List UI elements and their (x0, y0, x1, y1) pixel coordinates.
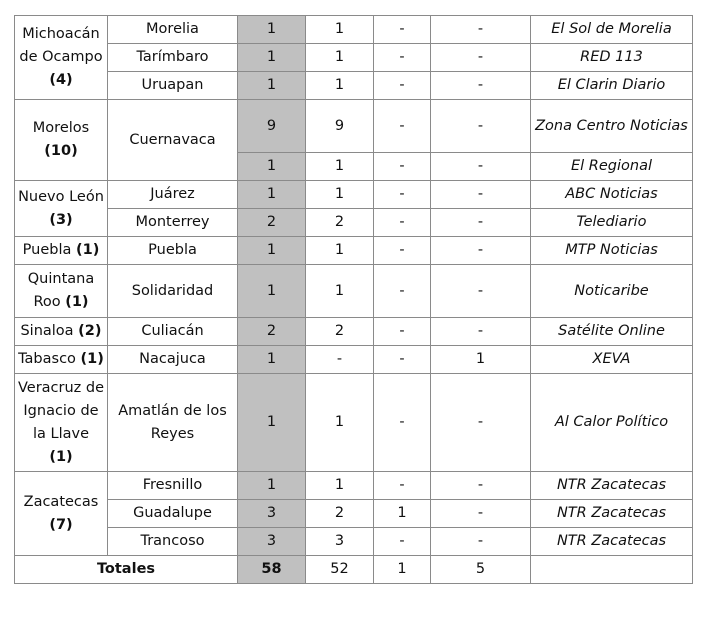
cases-table (14, 15, 693, 584)
total-cell: 1 (238, 181, 306, 209)
value-cell: - (431, 209, 531, 237)
value-cell: - (431, 265, 531, 318)
value-cell: - (374, 44, 431, 72)
source-cell: Al Calor Político (531, 374, 693, 472)
value-cell: 1 (306, 153, 374, 181)
state-cell: Nuevo León (3) (15, 181, 108, 237)
value-cell: - (374, 374, 431, 472)
city-cell: Guadalupe (108, 500, 238, 528)
totals-label: Totales (15, 556, 238, 584)
totals-row (15, 556, 693, 584)
total-cell: 1 (238, 374, 306, 472)
value-cell: - (431, 374, 531, 472)
table-row (15, 346, 693, 374)
table-row (15, 209, 693, 237)
state-cell: Veracruz de Ignacio de la Llave (1) (15, 374, 108, 472)
value-cell: - (431, 237, 531, 265)
table-row (15, 44, 693, 72)
source-cell: Telediario (531, 209, 693, 237)
total-cell: 2 (238, 209, 306, 237)
value-cell: 1 (431, 346, 531, 374)
total-cell: 1 (238, 346, 306, 374)
value-cell: - (374, 472, 431, 500)
value-cell: 2 (306, 318, 374, 346)
source-cell: Noticaribe (531, 265, 693, 318)
value-cell: - (431, 153, 531, 181)
source-cell: El Clarin Diario (531, 72, 693, 100)
value-cell: - (374, 72, 431, 100)
value-cell: - (374, 346, 431, 374)
source-cell (531, 556, 693, 584)
value-cell: 9 (306, 100, 374, 153)
total-sum-cell: 58 (238, 556, 306, 584)
city-cell: Nacajuca (108, 346, 238, 374)
table-row (15, 374, 693, 472)
value-cell: - (374, 318, 431, 346)
value-cell: 1 (374, 556, 431, 584)
value-cell: - (374, 528, 431, 556)
table-row (15, 265, 693, 318)
value-cell: - (374, 100, 431, 153)
total-cell: 1 (238, 237, 306, 265)
total-cell: 3 (238, 500, 306, 528)
value-cell: 1 (374, 500, 431, 528)
source-cell: Zona Centro Noticias (531, 100, 693, 153)
total-cell: 1 (238, 265, 306, 318)
value-cell: - (374, 181, 431, 209)
value-cell: - (431, 16, 531, 44)
value-cell: 1 (306, 72, 374, 100)
table-row (15, 528, 693, 556)
source-cell: ABC Noticias (531, 181, 693, 209)
value-cell: - (431, 528, 531, 556)
table-row (15, 100, 693, 153)
total-cell: 1 (238, 72, 306, 100)
state-cell: Puebla (1) (15, 237, 108, 265)
city-cell: Amatlán de los Reyes (108, 374, 238, 472)
table-row (15, 500, 693, 528)
table-row (15, 181, 693, 209)
value-cell: - (374, 209, 431, 237)
total-cell: 2 (238, 318, 306, 346)
table-row (15, 72, 693, 100)
total-cell: 1 (238, 44, 306, 72)
total-cell: 1 (238, 16, 306, 44)
state-cell: Morelos (10) (15, 100, 108, 181)
total-cell: 1 (238, 153, 306, 181)
value-cell: 1 (306, 265, 374, 318)
value-cell: 52 (306, 556, 374, 584)
value-cell: 3 (306, 528, 374, 556)
city-cell: Morelia (108, 16, 238, 44)
value-cell: - (431, 318, 531, 346)
state-cell: Sinaloa (2) (15, 318, 108, 346)
city-cell: Puebla (108, 237, 238, 265)
table-row (15, 318, 693, 346)
table-row (15, 237, 693, 265)
value-cell: 5 (431, 556, 531, 584)
city-cell: Culiacán (108, 318, 238, 346)
state-cell: Zacatecas (7) (15, 472, 108, 556)
value-cell: - (431, 181, 531, 209)
city-cell: Cuernavaca (108, 100, 238, 181)
value-cell: - (374, 153, 431, 181)
city-cell: Fresnillo (108, 472, 238, 500)
value-cell: 1 (306, 374, 374, 472)
table-row (15, 16, 693, 44)
value-cell: - (374, 16, 431, 44)
value-cell: 1 (306, 472, 374, 500)
value-cell: - (431, 100, 531, 153)
state-cell: Tabasco (1) (15, 346, 108, 374)
total-cell: 3 (238, 528, 306, 556)
city-cell: Solidaridad (108, 265, 238, 318)
value-cell: - (374, 237, 431, 265)
source-cell: XEVA (531, 346, 693, 374)
value-cell: 1 (306, 237, 374, 265)
total-cell: 1 (238, 472, 306, 500)
value-cell: 1 (306, 16, 374, 44)
value-cell: - (306, 346, 374, 374)
source-cell: NTR Zacatecas (531, 528, 693, 556)
state-cell: Michoacán de Ocampo (4) (15, 16, 108, 100)
source-cell: NTR Zacatecas (531, 500, 693, 528)
value-cell: - (374, 265, 431, 318)
source-cell: MTP Noticias (531, 237, 693, 265)
value-cell: 2 (306, 209, 374, 237)
city-cell: Tarímbaro (108, 44, 238, 72)
source-cell: El Regional (531, 153, 693, 181)
value-cell: 1 (306, 181, 374, 209)
source-cell: Satélite Online (531, 318, 693, 346)
value-cell: - (431, 500, 531, 528)
total-cell: 9 (238, 100, 306, 153)
table-row (15, 472, 693, 500)
city-cell: Monterrey (108, 209, 238, 237)
city-cell: Juárez (108, 181, 238, 209)
source-cell: El Sol de Morelia (531, 16, 693, 44)
state-cell: Quintana Roo (1) (15, 265, 108, 318)
value-cell: 1 (306, 44, 374, 72)
city-cell: Trancoso (108, 528, 238, 556)
source-cell: RED 113 (531, 44, 693, 72)
value-cell: - (431, 72, 531, 100)
city-cell: Uruapan (108, 72, 238, 100)
value-cell: - (431, 472, 531, 500)
value-cell: 2 (306, 500, 374, 528)
source-cell: NTR Zacatecas (531, 472, 693, 500)
value-cell: - (431, 44, 531, 72)
